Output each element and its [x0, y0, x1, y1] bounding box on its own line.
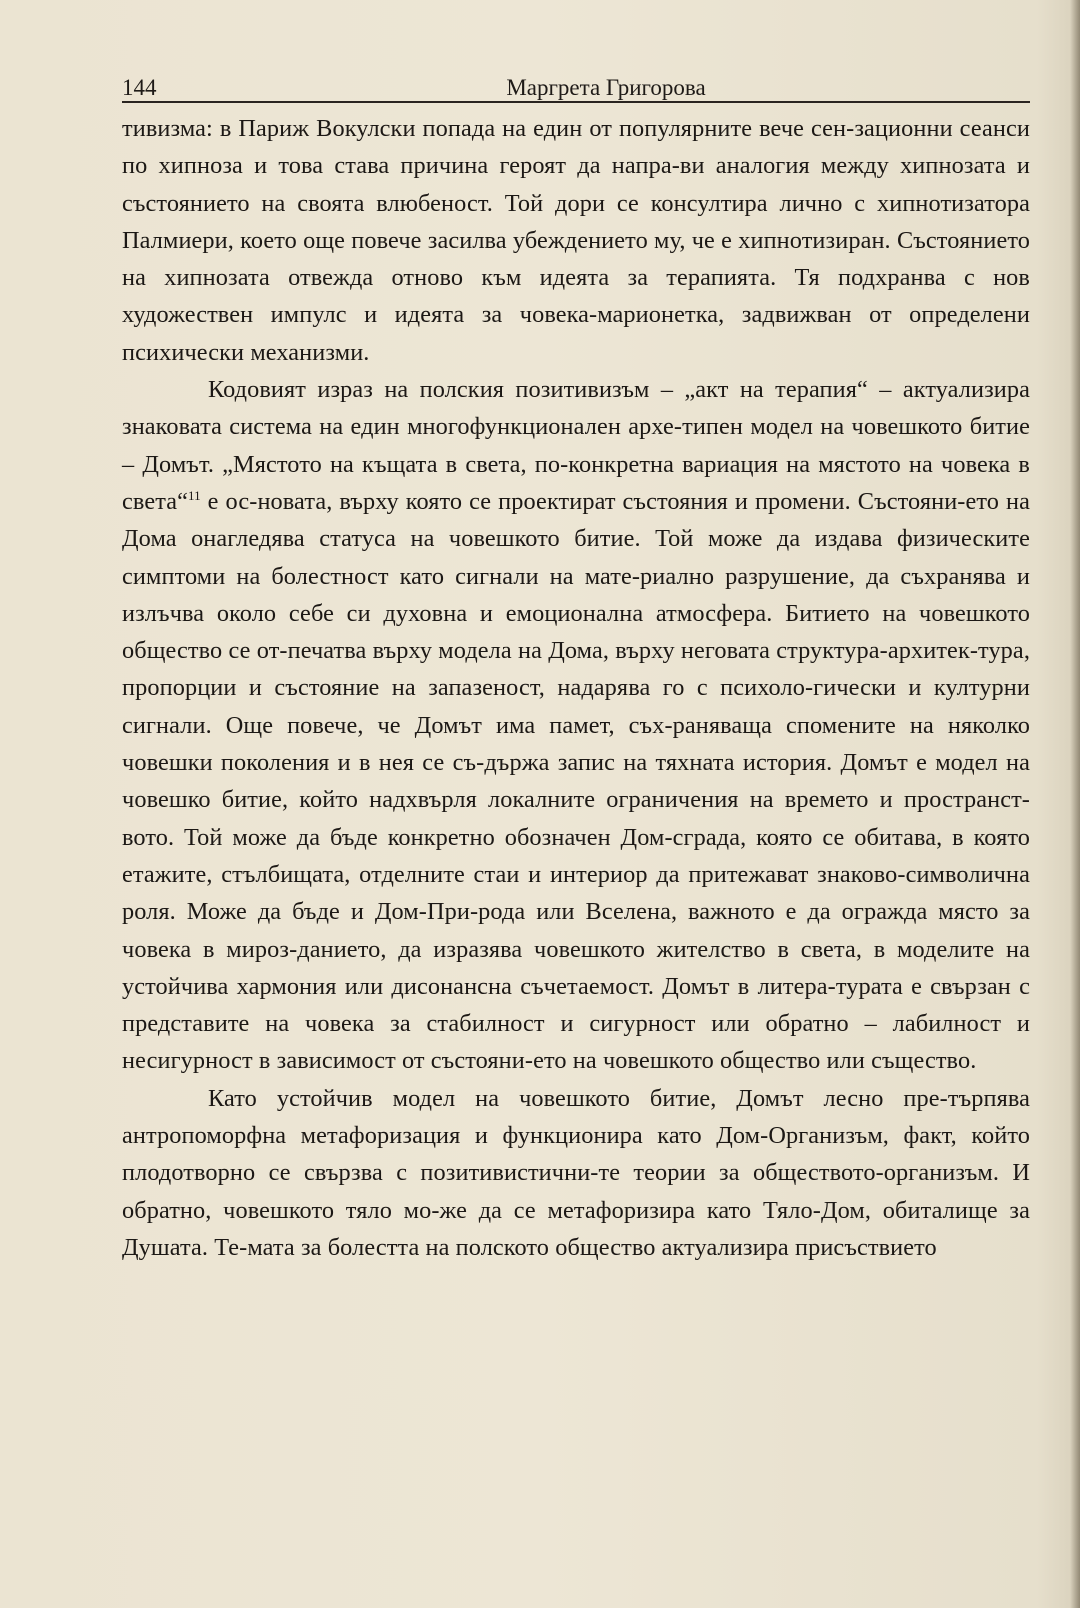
running-head	[122, 74, 1030, 102]
paragraph-1: тивизма: в Париж Вокулски попада на един от популярните вече сен-зационни сеанси по хипноза и това става причина героят да напра-ви аналогия между хипнозата и състоянието на своята влюбеност. Той дори се консултира лично с хипнотизатора Палмиери, което още повече засилва убеждението му, че е хипнотизиран. Състоянието на хипнозата отвежда отново към идеята за терапията. Тя подхранва с нов художествен импулс и идеята за човека-марионетка, задвижван от определени психически механизми.	[122, 115, 1030, 366]
footnote-reference: 11	[187, 487, 201, 503]
page-number: 144	[122, 75, 157, 100]
paragraph-2-text-after-note: е ос-новата, върху която се проектират състояния и промени. Състояни-ето на Дома онагледява статуса на човешкото битие. Той може да издава физическите симптоми на болестност като сигнали на мате-риално разрушение, да съхранява и излъчва около себе си духовна и емоционална атмосфера. Битието на човешкото общество се от-печатва върху модела на Дома, върху неговата структура-архитек-тура, пропорции и състояние на запазеност, надарява го с психоло-гически и културни сигнали. Още повече, че Домът има памет, съх-раняваща спомените на няколко човешки поколения и в нея се съ-държа запис на тяхната история. Домът е модел на човешко битие, който надхвърля локалните ограничения на времето и пространст-вото. Той може да бъде конкретно обозначен Дом-сграда, която се обитава, в която етажите, стълбищата, отделните стаи и интериор да притежават знаково-символична роля. Може да бъде и Дом-При-рода или Вселена, важното е да огражда място за човека в мироз-данието, да изразява човешкото жителство в света, в моделите на устойчива хармония или дисонансна съчетаемост. Домът в литера-турата е свързан с представите на човека за стабилност и сигурност или обратно – лабилност и несигурност в зависимост от състояни-ето на човешкото общество или същество.	[122, 487, 1030, 1075]
page-edge-shadow	[1070, 0, 1080, 1608]
paragraph-2-text-before-note: Кодовият израз на полския позитивизъм – „акт на терапия“ – актуализира знаковата система на един многофункционален архе-типен модел на човешкото битие – Домът. „Мястото на къщата в света, по-конкретна вариация на мястото на човека в света“	[122, 376, 1030, 515]
body-text	[122, 110, 1030, 1266]
header-rule	[122, 101, 1030, 103]
paragraph-2	[122, 371, 1030, 1080]
paragraph-3: Като устойчив модел на човешкото битие, Домът лесно пре-търпява антропоморфна метафоризация и функционира като Дом-Организъм, факт, който плодотворно се свързва с позитивистични-те теории за обществото-организъм. И обратно, човешкото тяло мо-же да се метафоризира като Тяло-Дом, обиталище за Душата. Те-мата за болестта на полското общество актуализира присъствието	[122, 1084, 1030, 1261]
running-title: Маргрета Григорова	[506, 75, 706, 100]
